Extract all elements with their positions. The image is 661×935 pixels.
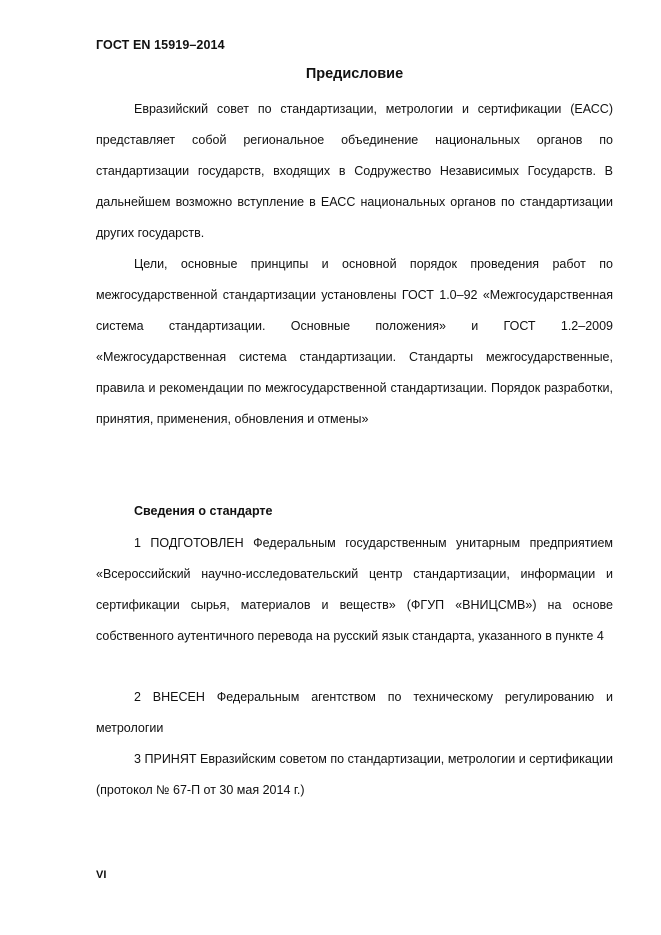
page-number: VI bbox=[96, 869, 107, 881]
standard-info-item-2: 2 ВНЕСЕН Федеральным агентством по техническому регулированию и метрологии bbox=[96, 690, 613, 735]
foreword-paragraph-2: Цели, основные принципы и основной порядок проведения работ по межгосударственной стандартизации установлены ГОСТ 1.0–92 «Межгосударственная система стандартизации. Основные положения» и ГОСТ 1.2–2009 «Межгосударственная система стандартизации. Стандарты межгосударственные, правила и рекомендации по межгосударственной стандартизации. Порядок разработки, принятия, применения, обновления и отмены» bbox=[96, 257, 613, 426]
standard-info-item-3: 3 ПРИНЯТ Евразийским советом по стандартизации, метрологии и сертификации (протокол № 67-П от 30 мая 2014 г.) bbox=[96, 752, 613, 797]
foreword-paragraph-1: Евразийский совет по стандартизации, метрологии и сертификации (ЕАСС) представляет собой региональное объединение национальных органов по стандартизации государств, входящих в Содружество Независимых Государств. В дальнейшем возможно вступление в ЕАСС национальных органов по стандартизации других государств. bbox=[96, 102, 613, 240]
page-title-text: Предисловие bbox=[305, 66, 404, 82]
section-heading: Сведения о стандарте bbox=[134, 504, 273, 518]
page-title bbox=[0, 66, 661, 82]
document-code: ГОСТ EN 15919–2014 bbox=[96, 38, 225, 52]
standard-info-item-1: 1 ПОДГОТОВЛЕН Федеральным государственным унитарным предприятием «Всероссийский научно-исследовательский центр стандартизации, информации и сертификации сырья, материалов и веществ» (ФГУП «ВНИЦСМВ») на основе собственного аутентичного перевода на русский язык стандарта, указанного в пункте 4 bbox=[96, 536, 613, 643]
